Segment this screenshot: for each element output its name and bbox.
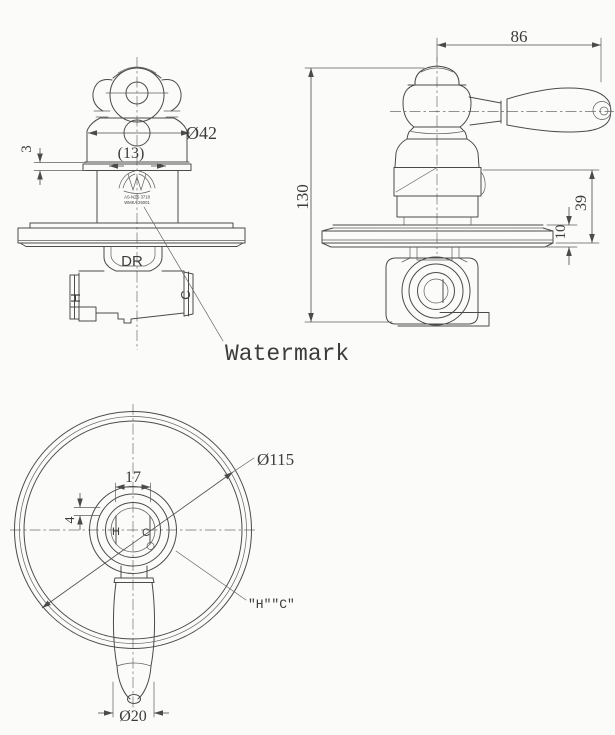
dim-body-depth: 39 [573, 195, 590, 211]
label-hot-cold-note: "H""C" [248, 597, 295, 612]
dim-tip-diameter: Ø20 [119, 708, 147, 725]
dim-broach-width: 17 [125, 469, 141, 486]
cert-text-line1: AS-NZS 3718 [124, 194, 150, 200]
watermark-callout: Watermark [225, 341, 350, 367]
dim-overall-height: 130 [293, 184, 312, 210]
dim-cartridge-ref: (13) [117, 145, 145, 162]
dimension-lines [34, 38, 601, 717]
dim-plate-diameter: Ø115 [257, 450, 295, 469]
label-drain-port: DR [121, 253, 143, 270]
label-hot-bottom: H [112, 526, 120, 538]
cert-text-line2: WMKA 25001 [124, 200, 150, 205]
label-hot-port: H [68, 293, 83, 303]
bottom-view [10, 404, 258, 712]
label-cold-port: C [178, 290, 193, 300]
dim-offset: 4 [63, 516, 78, 524]
label-cold-bottom: C [142, 527, 150, 539]
dim-skirt-height: 3 [19, 145, 35, 153]
dim-handle-length: 86 [510, 27, 528, 46]
annotations [19, 27, 590, 725]
side-view [322, 57, 614, 326]
dim-plate-thickness: 10 [553, 224, 569, 240]
dim-body-diameter: Ø42 [186, 123, 217, 143]
